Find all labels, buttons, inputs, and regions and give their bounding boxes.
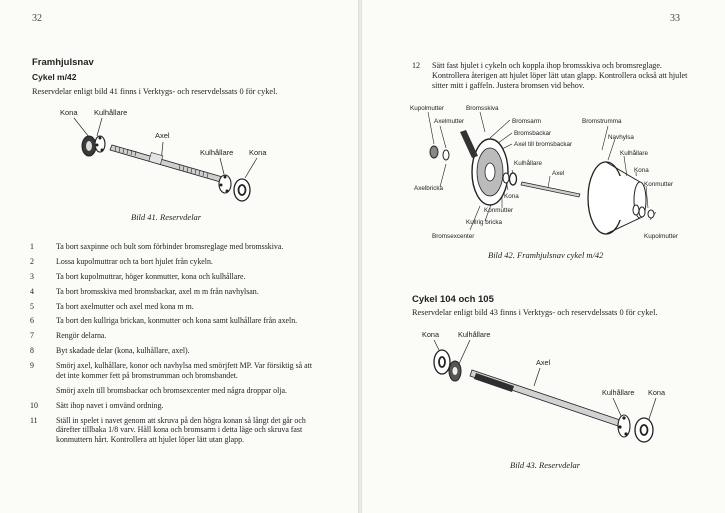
figure-43-parts-diagram [418,326,680,456]
left-page [0,0,359,513]
fig41-label-axel: Axel [155,131,170,140]
section2-title: Cykel 104 och 105 [412,294,494,305]
fig42-label-axelbricka: Axelbricka [414,185,444,192]
list-item: 11 Ställ in spelet i navet genom att skruva på den högra konan så långt det går och därefter tillbaka 1/8 varv. Håll kona och bromsarm i detta läge och skruva fast konmuttern hårt. Kontrollera att hjulet löper lätt utan glapp. [30,415,306,444]
fig41-label-kulhallare-left: Kulhållare [94,108,128,117]
figure-43-caption: Bild 43. Reservdelar [510,460,581,470]
fig42-label-kulhallare-right: Kulhållare [620,150,649,157]
list-item: 5 Ta bort axelmutter och axel med kona m m. [30,301,194,311]
fig42-label-konmutter-right: Konmutter [644,181,674,188]
list-item: 9 Smörj axel, kulhållare, konor och navhylsa med smörjfett MP. Var försiktig så att det inte kommer fett på bromstrumman och bromsbandet. [30,361,313,380]
page-number-left: 32 [32,13,42,24]
list-item: 6 Ta bort den kullriga brickan, konmutter och kona samt kulhållare från axeln. [30,316,298,326]
axle-washer-icon [443,150,449,160]
left-ballholder-icon [449,361,461,381]
cone-nut-icon [503,173,517,185]
fig42-label-kulhallare-mid: Kulhållare [514,160,543,167]
left-ballholder-icon [95,136,105,152]
section-title: Framhjulsnav [32,57,94,68]
list-item: 10 Sätt ihop navet i omvänd ordning. [30,400,164,410]
fig43-label-axel: Axel [536,358,551,367]
fig42-label-bromsskiva: Bromsskiva [466,105,499,112]
right-ballholder-icon [219,175,231,193]
figure-42-caption: Bild 42. Framhjulsnav cykel m/42 [488,250,604,260]
right-cone-icon [635,418,653,442]
fig43-label-kulhallare-right: Kulhållare [602,388,635,397]
fig43-label-kona-right: Kona [648,388,666,397]
fig42-label-axel: Axel [552,170,565,177]
procedure-steps [30,242,320,450]
right-ballholder-icon [618,415,630,437]
fig42-label-bromsbackar: Bromsbackar [514,130,552,137]
list-item: Smörj axeln till bromsbackar och bromsexcenter med några droppar olja. [56,385,287,395]
fig41-label-kona-left: Kona [60,108,78,117]
list-item: 8 Byt skadade delar (kona, kulhållare, axel). [30,346,190,356]
list-item: 1 Ta bort saxpinne och bult som förbinder bromsreglage med bromsskiva. [30,242,284,251]
fig42-label-konmutter-mid: Konmutter [484,207,514,214]
section-intro: Reservdelar enligt bild 41 finns i Verktygs- och reservdelssats 0 för cykel. [32,87,278,96]
fig42-label-bromsexcenter: Bromsexcenter [432,233,475,240]
figure-41-caption: Bild 41. Reservdelar [131,212,202,222]
dome-nut-icon [430,146,438,158]
fig41-label-kona-right: Kona [249,148,267,157]
step-12-number: 12 [412,61,421,70]
fig42-label-kona-mid: Kona [504,193,519,200]
figure-41-parts-diagram [60,104,300,216]
fig42-label-kupolmutter-br: Kupolmutter [644,233,678,240]
step-12 [412,61,692,92]
right-cone-icon [234,179,250,201]
axle-icon [470,370,626,428]
section-subtitle: Cykel m/42 [32,72,77,82]
list-item: 7 Rengör delarna. [30,331,107,341]
fig42-label-kona-right: Kona [634,167,649,174]
fig43-label-kulhallare-left: Kulhållare [458,330,491,339]
figure-42-hub-diagram [410,102,702,246]
fig42-label-navhylsa: Navhylsa [608,134,634,141]
fig42-label-kullrig-bricka: Kullrig bricka [466,219,503,226]
left-cone-icon [434,350,450,374]
step-12-text: Sätt fast hjulet i cykeln och koppla ihop bromsskiva och bromsreglage. Kontrollera återigen att hjulet löper lätt utan glapp. Kontrollera också att hjulet sitter mitt i gaffeln. Justera bromsen vid behov. [432,61,688,91]
fig43-label-kona-left: Kona [422,330,440,339]
list-item: 3 Ta bort kupolmuttrar, höger konmutter, kona och kulhållare. [30,271,246,281]
axle-icon [521,182,580,197]
list-item: 2 Lossa kupolmuttrar och ta bort hjulet från cykeln. [30,256,213,266]
page-number-right: 33 [670,13,680,24]
left-cone-icon [82,136,96,156]
fig42-label-axelmutter: Axelmutter [434,118,465,125]
fig41-label-kulhallare-right: Kulhållare [200,148,234,157]
list-item: 4 Ta bort bromsskiva med bromsbackar, axel m m från navhylsan. [30,286,259,296]
fig42-label-kupolmutter-tl: Kupolmutter [410,105,444,112]
fig42-label-bromstrumma: Bromstrumma [582,118,622,125]
section2-intro: Reservdelar enligt bild 43 finns i Verktygs- och reservdelssats 0 för cykel. [412,308,658,317]
fig42-label-axel-till-bromsbackar: Axel till bromsbackar [514,141,573,148]
fig42-label-bromsarm: Bromsarm [512,118,542,125]
